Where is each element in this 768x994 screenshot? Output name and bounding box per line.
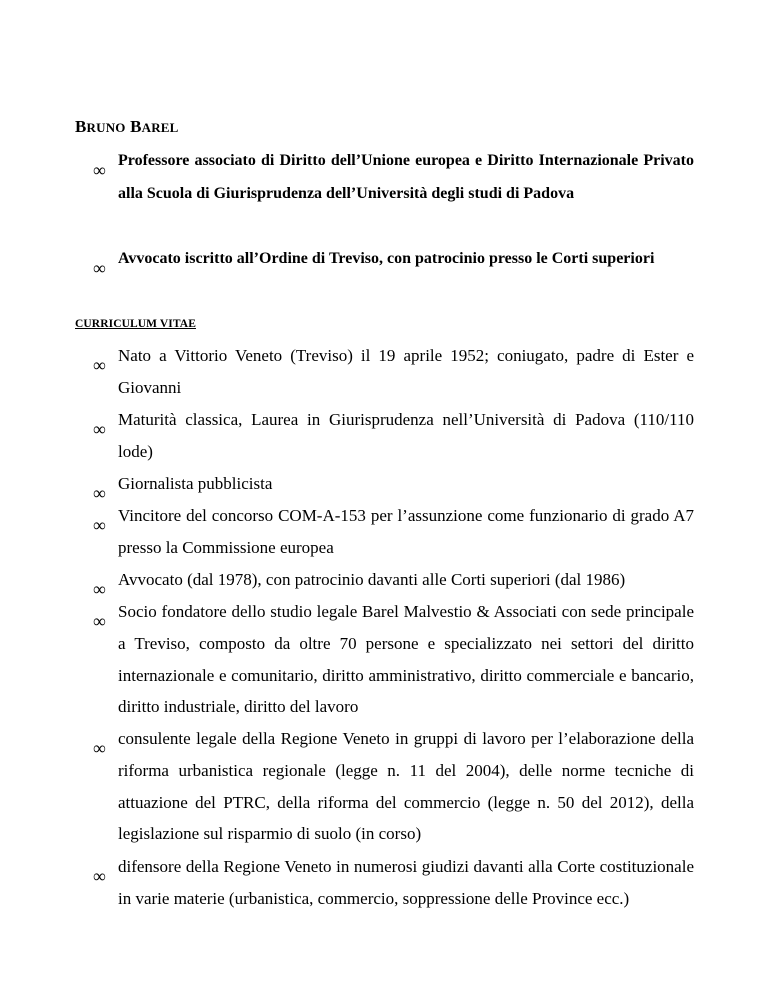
cv-item: difensore della Regione Veneto in numerosi giudizi davanti alla Corte costituzionale in varie materie (urbanistica, commercio, soppressione delle Province ecc.) — [118, 857, 694, 908]
intro-item: Avvocato iscritto all’Ordine di Treviso, con patrocinio presso le Corti superiori — [118, 250, 655, 267]
bullet-icon: ∞ — [93, 738, 106, 758]
bullet-icon: ∞ — [93, 483, 106, 503]
bullet-icon: ∞ — [93, 419, 106, 439]
cv-item: Giornalista pubblicista — [118, 474, 273, 493]
bullet-icon: ∞ — [93, 515, 106, 535]
name-last-rest: AREL — [141, 120, 179, 135]
bullet-icon: ∞ — [93, 258, 106, 278]
intro-item: Professore associato di Diritto dell’Unione europea e Diritto Internazionale Privato alla Scuola di Giurisprudenza dell’Università degli studi di Padova — [118, 152, 694, 202]
cv-item: Socio fondatore dello studio legale Barel Malvestio & Associati con sede principale a Treviso, composto da oltre 70 persone e specializzato nei settori del diritto internazionale e comunitario, diritto amministrativo, diritto commerciale e bancario, diritto industriale, diritto del lavoro — [118, 602, 694, 717]
name-last-initial: B — [130, 117, 142, 136]
bullet-icon: ∞ — [93, 579, 106, 599]
bullet-icon: ∞ — [93, 355, 106, 375]
cv-item: Nato a Vittorio Veneto (Treviso) il 19 aprile 1952; coniugato, padre di Ester e Giovanni — [118, 346, 694, 397]
bullet-icon: ∞ — [93, 866, 106, 886]
section-heading: CURRICULUM VITAE — [75, 318, 196, 330]
bullet-icon: ∞ — [93, 160, 106, 180]
name-first-initial: B — [75, 117, 87, 136]
author-name — [75, 117, 179, 137]
name-first-rest: RUNO — [86, 120, 126, 135]
cv-item: Vincitore del concorso COM-A-153 per l’assunzione come funzionario di grado A7 presso la Commissione europea — [118, 506, 694, 557]
cv-item: consulente legale della Regione Veneto in gruppi di lavoro per l’elaborazione della riforma urbanistica regionale (legge n. 11 del 2004), delle norme tecniche di attuazione del PTRC, della riforma del commercio (legge n. 50 del 2012), della legislazione sul risparmio di suolo (in corso) — [118, 729, 694, 844]
bullet-icon: ∞ — [93, 611, 106, 631]
cv-item: Maturità classica, Laurea in Giurisprudenza nell’Università di Padova (110/110 lode) — [118, 410, 694, 461]
cv-item: Avvocato (dal 1978), con patrocinio davanti alle Corti superiori (dal 1986) — [118, 570, 626, 589]
